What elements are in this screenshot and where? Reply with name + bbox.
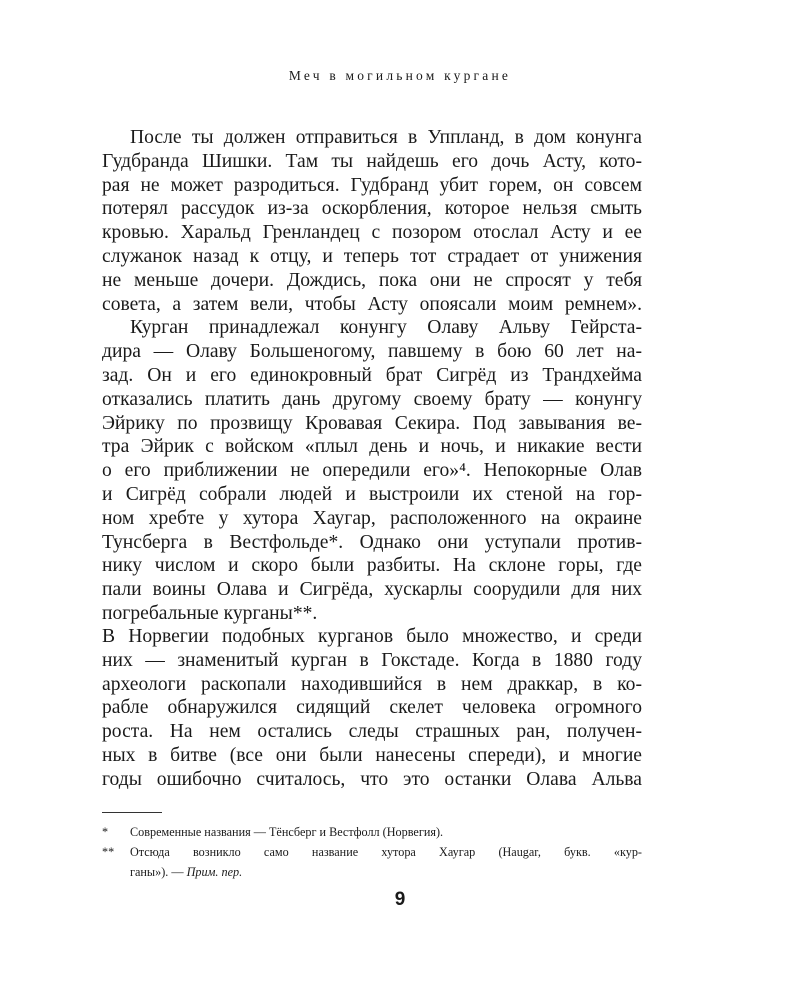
text-line: дира — Олаву Большеногому, павшему в бою 60 лет на-	[102, 341, 642, 363]
text-line: и Сигрёд собрали людей и выстроили их стеной на гор-	[102, 483, 642, 505]
footnote-line-text: ганы»). —	[130, 865, 187, 879]
translator-note: Прим. пер.	[186, 865, 243, 879]
footnote-line: Современные названия — Тёнсберг и Вестфолл (Норвегия).	[130, 825, 444, 839]
footnote-divider	[102, 812, 162, 813]
text-line: ном хребте у хутора Хаугар, расположенного на окраине	[102, 507, 642, 529]
text-line: совета, а затем вели, чтобы Асту опоясали моим ремнем».	[102, 293, 642, 315]
text-line: тра Эйрик с войском «плыл день и ночь, и никакие вести	[102, 436, 642, 458]
paragraph-1	[102, 126, 642, 316]
text-line: отказались платить дань другому своему брату — конунгу	[102, 388, 642, 410]
text-line: роста. На нем остались следы страшных ран, получен-	[102, 721, 642, 743]
text-line: Гудбранда Шишки. Там ты найдешь его дочь Асту, кото-	[102, 150, 642, 172]
text-line: Курган принадлежал конунгу Олаву Альву Гейрста-	[130, 317, 642, 339]
text-line: рая не может разродиться. Гудбранд убит горем, он совсем	[102, 174, 642, 196]
text-line: них — знаменитый курган в Гокстаде. Когда в 1880 году	[102, 649, 642, 671]
footnote-line: Отсюда возникло само название хутора Хаугар (Haugar, букв. «кур-	[130, 845, 642, 859]
running-head: Меч в могильном кургане	[288, 68, 512, 83]
text-line: годы ошибочно считалось, что это останки Олава Альва	[102, 768, 642, 790]
footnote-1	[102, 822, 642, 842]
footnote-marker: **	[102, 845, 115, 859]
footnote-2	[102, 842, 642, 882]
footnote-line-last	[102, 862, 642, 882]
text-line: археологи раскопали находившийся в нем драккар, в ко-	[102, 673, 642, 695]
text-line: о его приближении не опередили его»⁴. Непокорные Олав	[102, 460, 642, 482]
paragraph-3	[102, 625, 642, 792]
text-line: потерял рассудок из-за оскорбления, которое нельзя смыть	[102, 198, 642, 220]
text-line: ных в битве (все они были нанесены спереди), и многие	[102, 744, 642, 766]
text-line: В Норвегии подобных курганов было множество, и среди	[102, 626, 642, 647]
paragraph-2	[102, 316, 642, 625]
text-line: нику числом и скоро были разбиты. На склоне горы, где	[102, 555, 642, 577]
text-line: кровью. Харальд Гренландец с позором отослал Асту и ее	[102, 222, 642, 244]
footnote-marker: *	[102, 825, 109, 839]
page-number: 9	[394, 889, 406, 910]
text-line: служанок назад к отцу, и теперь тот страдает от унижения	[102, 245, 642, 267]
text-line: погребальные курганы**.	[102, 602, 318, 624]
text-line: После ты должен отправиться в Уппланд, в дом конунга	[130, 127, 642, 148]
text-line: Эйрику по прозвищу Кровавая Секира. Под завывания ве-	[102, 412, 642, 434]
footnotes	[102, 822, 642, 882]
text-line: рабле обнаружился сидящий скелет человека огромного	[102, 697, 642, 719]
text-line: не меньше дочери. Дождись, пока они не спросят у тебя	[102, 269, 642, 291]
text-line: пали воины Олава и Сигрёда, хускарлы соорудили для них	[102, 579, 642, 601]
text-line: зад. Он и его единокровный брат Сигрёд из Трандхейма	[102, 364, 642, 386]
text-line: Тунсберга в Вестфольде*. Однако они уступали против-	[102, 531, 642, 553]
